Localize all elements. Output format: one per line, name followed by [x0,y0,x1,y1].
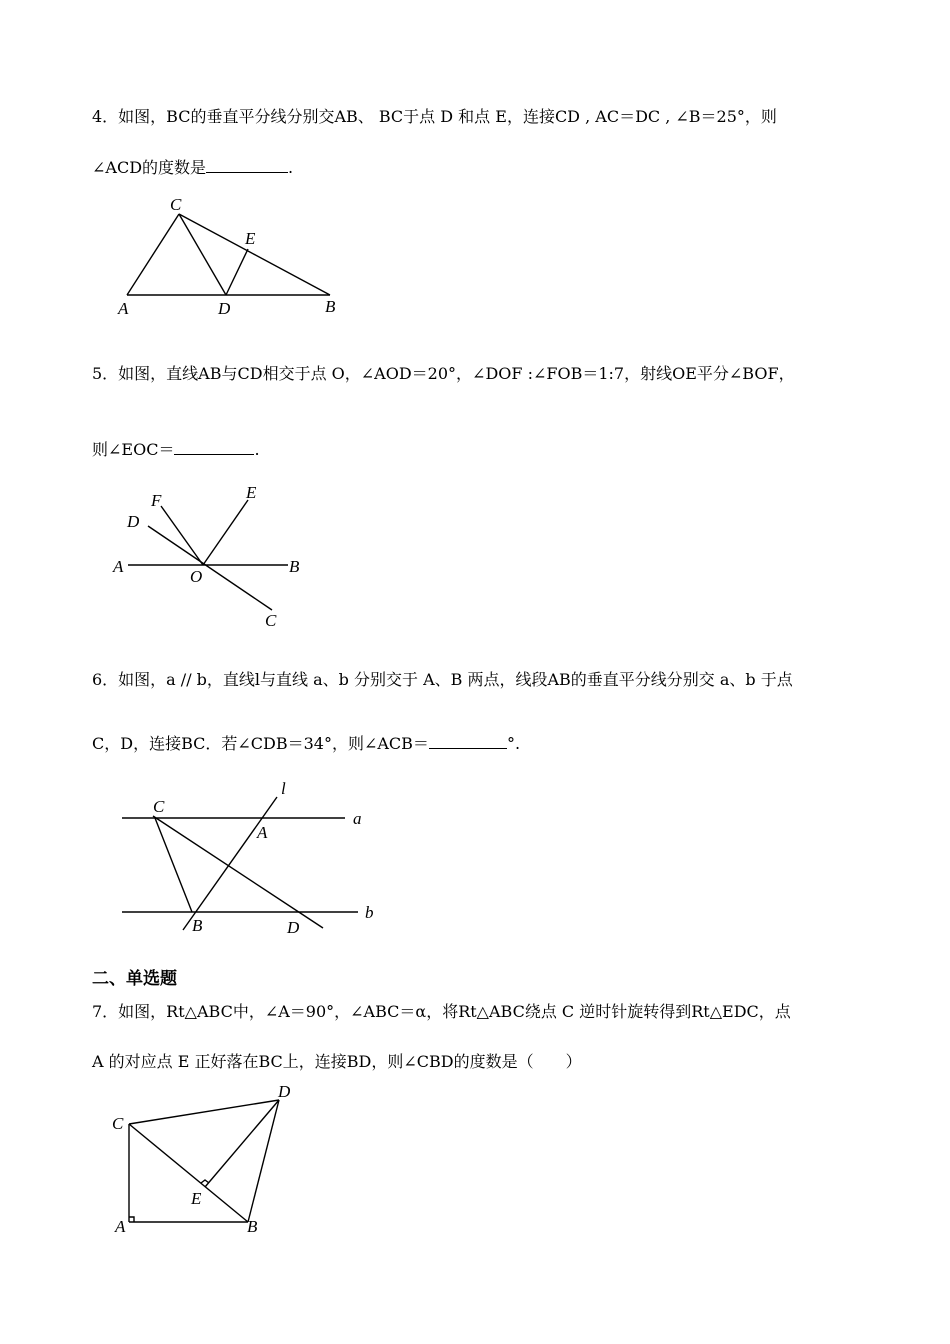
q6-segment-cb [155,818,192,912]
q4-label-d: D [218,299,231,318]
q7-segment-cd [129,1100,279,1124]
q5-ray-of [161,506,203,565]
q5-prompt: 则∠EOC＝ [92,440,175,459]
q6-line-cd [153,816,323,928]
q4-prompt: ∠ACD的度数是 [92,158,207,177]
q5-text-line2 [92,438,260,461]
q7-label-e: E [191,1189,202,1208]
q7-label-c: C [112,1114,124,1133]
q6-answer-blank [429,732,507,749]
q7-figure [105,1080,325,1240]
section-heading: 二、单选题 [92,969,177,989]
q6-label-d: D [287,918,300,937]
q5-answer-blank [174,438,254,455]
q7-label-d: D [278,1082,291,1101]
q7-segment-cb [129,1124,248,1222]
q4-text-line2 [92,156,293,179]
q4-segment-cb [179,214,330,295]
q7-text-line2: A 的对应点 E 正好落在BC上，连接BD，则∠CBD的度数是（ ） [92,1052,582,1071]
q6-label-line-a: a [353,809,362,828]
q6-label-line-b: b [365,903,374,922]
q5-label-b: B [289,557,300,576]
q5-period: . [254,440,260,459]
q4-text-line1: 4．如图，BC的垂直平分线分别交AB、 BC于点 D 和点 E，连接CD , AC＝DC , ∠B＝25°，则 [92,107,777,126]
q5-label-e: E [246,483,257,502]
q5-label-a: A [113,557,124,576]
q5-label-c: C [265,611,277,630]
q6-figure [115,775,395,935]
q6-label-b-point: B [192,916,203,935]
q6-label-a-point: A [257,823,268,842]
q5-label-f: F [151,491,162,510]
q5-label-d: D [127,512,140,531]
q6-text-line1: 6．如图，a // b，直线l与直线 a、b 分别交于 A、B 两点，线段AB的垂直平分线分别交 a、b 于点 [92,670,793,689]
q4-segment-ac [127,214,179,295]
q4-label-a: A [118,299,129,318]
q4-label-c: C [170,195,182,214]
q4-label-b: B [325,297,336,316]
q7-right-angle-e [201,1180,209,1183]
q6-label-c: C [153,797,165,816]
q7-right-angle-a [129,1217,134,1222]
q5-figure [105,482,335,632]
q4-label-e: E [245,229,256,248]
q6-degree-suffix: °. [506,734,521,753]
q6-line-l [183,797,277,930]
q7-text-line1: 7．如图，Rt△ABC中，∠A＝90°，∠ABC＝α，将Rt△ABC绕点 C 逆时针旋转得到Rt△EDC，点 [92,1002,791,1021]
q6-label-l: l [281,779,286,798]
q5-line-dc [148,526,272,610]
q4-figure [100,192,360,322]
q6-prompt: C，D，连接BC．若∠CDB＝34°，则∠ACB＝ [92,734,429,753]
q4-period: . [288,158,294,177]
q5-text-line1: 5．如图，直线AB与CD相交于点 O，∠AOD＝20°，∠DOF :∠FOB＝1:7，射线OE平分∠BOF， [92,364,795,383]
q7-label-a: A [115,1217,126,1236]
q7-label-b: B [247,1217,258,1236]
q5-label-o: O [190,567,203,586]
q5-ray-oe [203,500,248,565]
q6-text-line2 [92,732,520,755]
q4-segment-de [226,249,248,295]
q4-answer-blank [206,156,288,173]
